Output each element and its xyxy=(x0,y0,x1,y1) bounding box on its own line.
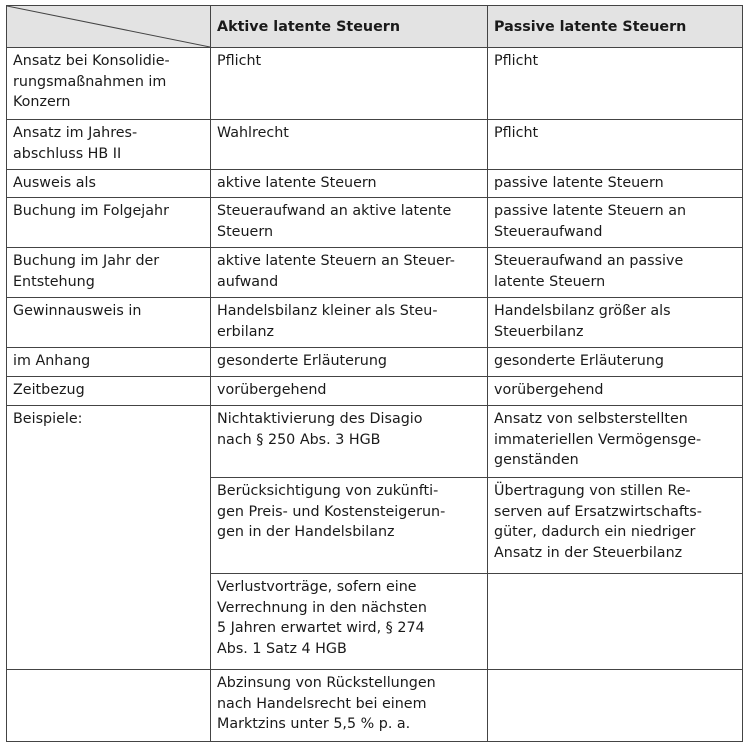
header-corner-cell xyxy=(7,6,211,48)
row-label: Ansatz bei Konsolidie- rungsmaßnahmen im Konzern xyxy=(7,48,211,120)
row-label: Zeitbezug xyxy=(7,377,211,406)
beispiel-passiv: Ansatz von selbsterstellten immateriellen Vermögensge- genständen xyxy=(488,406,743,478)
header-aktiv: Aktive latente Steuern xyxy=(211,6,488,48)
row-label: Gewinnausweis in xyxy=(7,298,211,348)
beispiele-label: Beispiele: xyxy=(7,406,211,670)
table-row xyxy=(7,348,743,377)
header-row xyxy=(7,6,743,48)
beispiel-passiv: Übertragung von stillen Re- serven auf Ersatzwirtschafts- güter, dadurch ein niedriger Ansatz in der Steuerbilanz xyxy=(488,478,743,574)
cell-passiv: Steueraufwand an passive latente Steuern xyxy=(488,248,743,298)
cell-passiv: Handelsbilanz größer als Steuerbilanz xyxy=(488,298,743,348)
cell-aktiv: Pflicht xyxy=(211,48,488,120)
table-row xyxy=(7,198,743,248)
cell-passiv: Pflicht xyxy=(488,120,743,170)
cell-aktiv: vorübergehend xyxy=(211,377,488,406)
row-label: Buchung im Jahr der Entstehung xyxy=(7,248,211,298)
cell-passiv: vorübergehend xyxy=(488,377,743,406)
header-passiv: Passive latente Steuern xyxy=(488,6,743,48)
empty-label-cell xyxy=(7,670,211,742)
cell-passiv: passive latente Steuern xyxy=(488,170,743,198)
table-row xyxy=(7,248,743,298)
row-label: im Anhang xyxy=(7,348,211,377)
cell-aktiv: aktive latente Steuern an Steuer- aufwand xyxy=(211,248,488,298)
beispiel-passiv xyxy=(488,574,743,670)
row-label: Buchung im Folgejahr xyxy=(7,198,211,248)
row-label: Ausweis als xyxy=(7,170,211,198)
cell-passiv: gesonderte Erläuterung xyxy=(488,348,743,377)
beispiel-aktiv: Abzinsung von Rückstellungen nach Handelsrecht bei einem Marktzins unter 5,5 % p. a. xyxy=(211,670,488,742)
table-row xyxy=(7,120,743,170)
table-row xyxy=(7,406,743,478)
table-row xyxy=(7,48,743,120)
beispiel-aktiv: Verlustvorträge, sofern eine Verrechnung in den nächsten 5 Jahren erwartet wird, § 274 Abs. 1 Satz 4 HGB xyxy=(211,574,488,670)
table-row xyxy=(7,170,743,198)
cell-aktiv: Handelsbilanz kleiner als Steu- erbilanz xyxy=(211,298,488,348)
cell-aktiv: Wahlrecht xyxy=(211,120,488,170)
row-label: Ansatz im Jahres- abschluss HB II xyxy=(7,120,211,170)
table-row xyxy=(7,298,743,348)
beispiel-aktiv: Nichtaktivierung des Disagio nach § 250 Abs. 3 HGB xyxy=(211,406,488,478)
diagonal-divider xyxy=(7,6,210,47)
cell-passiv: Pflicht xyxy=(488,48,743,120)
cell-aktiv: gesonderte Erläuterung xyxy=(211,348,488,377)
table-row xyxy=(7,377,743,406)
cell-passiv: passive latente Steuern an Steueraufwand xyxy=(488,198,743,248)
beispiel-aktiv: Berücksichtigung von zukünfti- gen Preis- und Kostensteigerun- gen in der Handelsbilanz xyxy=(211,478,488,574)
cell-aktiv: Steueraufwand an aktive latente Steuern xyxy=(211,198,488,248)
table-row xyxy=(7,670,743,742)
beispiel-passiv xyxy=(488,670,743,742)
cell-aktiv: aktive latente Steuern xyxy=(211,170,488,198)
deferred-tax-table xyxy=(6,5,743,742)
